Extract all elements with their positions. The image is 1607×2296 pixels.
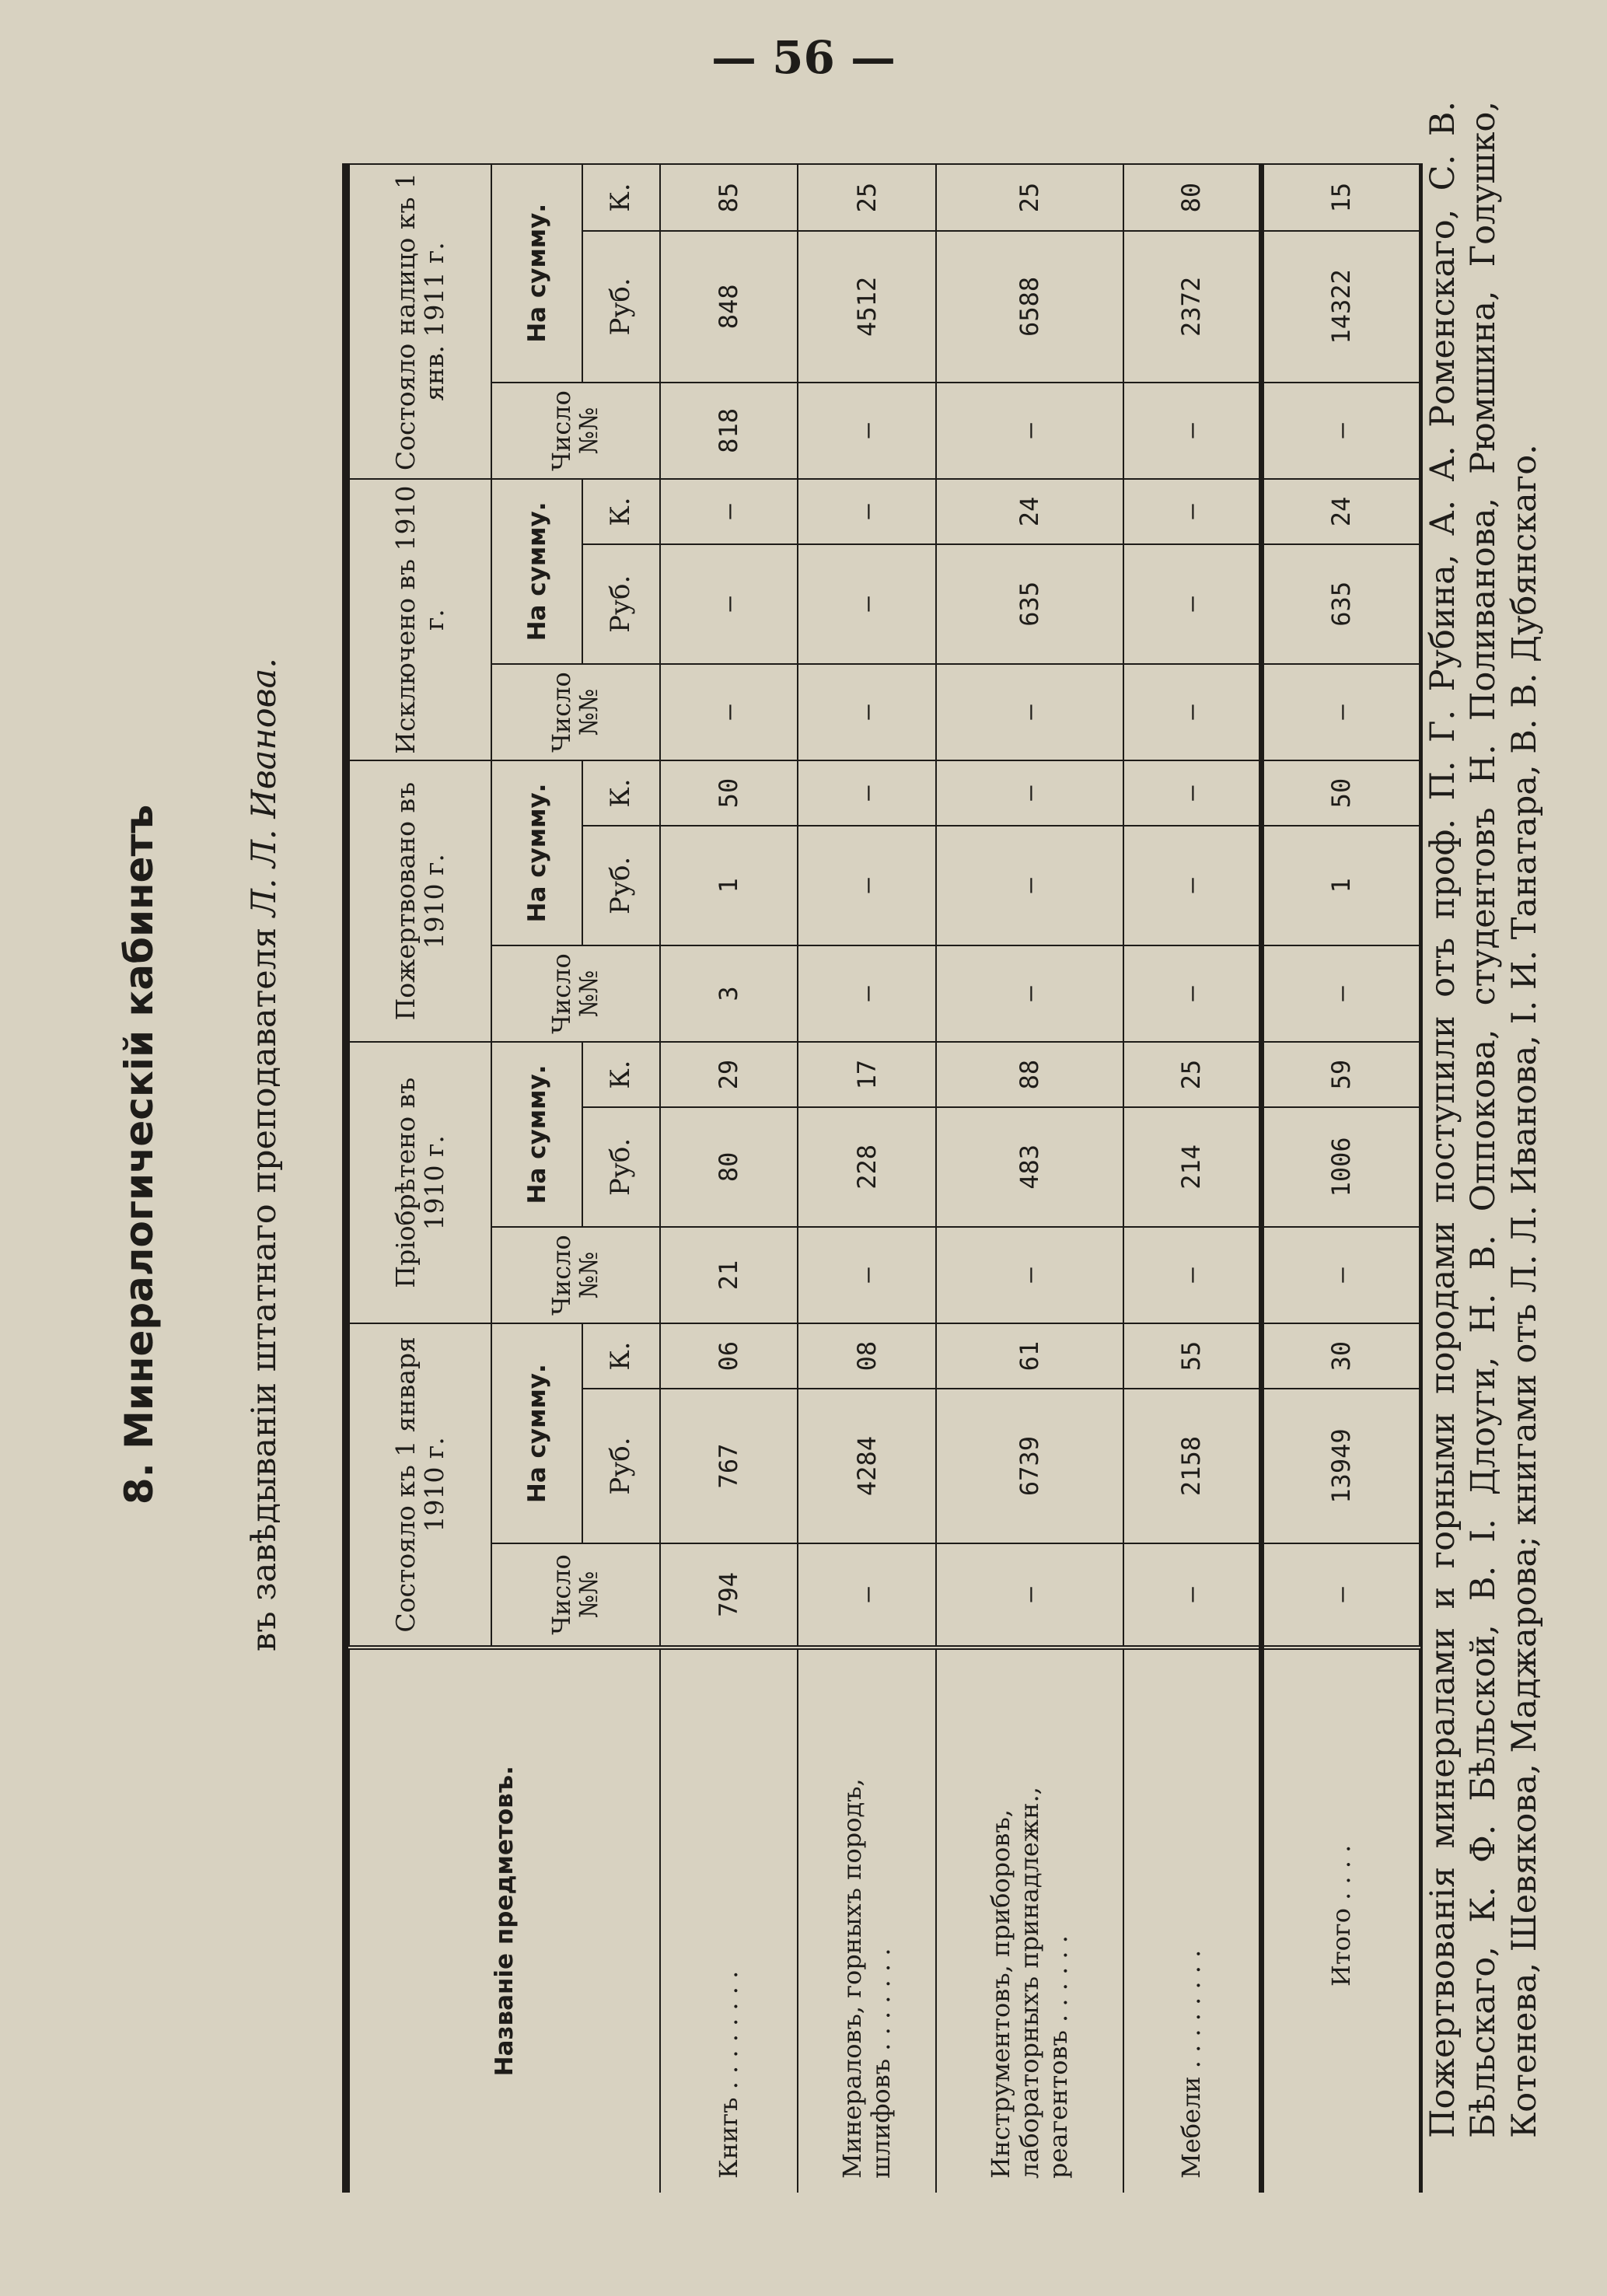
column-header-count: Число №№ xyxy=(491,664,660,760)
table-cell: 59 xyxy=(1261,1042,1420,1107)
table-cell: 1 xyxy=(660,826,798,945)
column-header-rub: Руб. xyxy=(582,826,659,945)
table-cell: 3 xyxy=(660,945,798,1042)
table-cell: — xyxy=(1261,383,1420,479)
table-cell: 1 xyxy=(1261,826,1420,945)
column-header-count: Число №№ xyxy=(491,1543,660,1647)
table-cell: — xyxy=(936,760,1123,826)
table-cell: — xyxy=(936,1227,1123,1323)
table-cell: 21 xyxy=(660,1227,798,1323)
table-cell: 80 xyxy=(660,1107,798,1227)
page-number: — 56 — xyxy=(711,31,896,84)
table-cell: — xyxy=(1123,383,1262,479)
table-cell: — xyxy=(1261,1543,1420,1647)
table-cell: — xyxy=(798,1227,936,1323)
group-header-end-1911: Состояло налицо къ 1 янв. 1911 г. xyxy=(349,164,491,479)
table-cell: 24 xyxy=(1261,479,1420,544)
table-cell: 1006 xyxy=(1261,1107,1420,1227)
table-cell: — xyxy=(798,826,936,945)
subtitle-name: Л. Л. Иванова. xyxy=(245,658,284,917)
table-cell: 88 xyxy=(936,1042,1123,1107)
table-cell: — xyxy=(936,1543,1123,1647)
table-cell: 767 xyxy=(660,1389,798,1543)
table-cell: 848 xyxy=(660,231,798,383)
column-header-count: Число №№ xyxy=(491,1227,660,1323)
table-total-row xyxy=(1261,164,1420,2193)
table-cell: — xyxy=(798,479,936,544)
table-cell: 24 xyxy=(936,479,1123,544)
column-header-sum: На сумму. xyxy=(491,164,582,383)
column-header-sum: На сумму. xyxy=(491,760,582,945)
table-row xyxy=(936,164,1123,2193)
column-header-kop: К. xyxy=(582,164,659,231)
table-cell: 08 xyxy=(798,1323,936,1389)
table-cell: 2158 xyxy=(1123,1389,1262,1543)
table-cell: 635 xyxy=(1261,544,1420,664)
table-cell: — xyxy=(798,544,936,664)
column-header-kop: К. xyxy=(582,479,659,544)
column-header-rub: Руб. xyxy=(582,1107,659,1227)
page-title: 8. Минералогическій кабинетъ xyxy=(117,804,162,1505)
table-cell: 4284 xyxy=(798,1389,936,1543)
table-cell: — xyxy=(1123,664,1262,760)
column-header-kop: К. xyxy=(582,760,659,826)
table-cell: 214 xyxy=(1123,1107,1262,1227)
table-cell: — xyxy=(936,945,1123,1042)
table-cell: 50 xyxy=(1261,760,1420,826)
table-cell: 25 xyxy=(1123,1042,1262,1107)
rotated-page-content xyxy=(47,47,1544,2263)
table-cell: 228 xyxy=(798,1107,936,1227)
table-cell: 80 xyxy=(1123,164,1262,231)
table-cell: — xyxy=(1261,945,1420,1042)
table-cell: 06 xyxy=(660,1323,798,1389)
column-header-name: Названіе предметовъ. xyxy=(349,1648,660,2193)
column-header-rub: Руб. xyxy=(582,1389,659,1543)
row-name: Минераловъ, горныхъ породъ, шлифовъ . . . . . . . xyxy=(798,1648,936,2193)
column-header-sum: На сумму. xyxy=(491,479,582,664)
table-cell: 85 xyxy=(660,164,798,231)
table-cell: — xyxy=(1123,544,1262,664)
table-cell: 4512 xyxy=(798,231,936,383)
footnote: Пожертвованія минералами и горными породами поступили отъ проф. П. Г. Рубина, А. А. Роменскаго, С. В. Бѣльскаго, К. Ф. Бѣльской, В. I. Длоуги, Н. В. Оппокова, студентовъ Н. Поливанова, Рюмшина, Голушко, Котенева, Шевякова, Маджарова; книгами отъ Л. Л. Иванова, I. И. Танатара, В. В. Дубянскаго. xyxy=(1424,101,1544,2138)
table-cell: 55 xyxy=(1123,1323,1262,1389)
table-cell: — xyxy=(936,826,1123,945)
table-cell: — xyxy=(1123,1543,1262,1647)
table-cell: 483 xyxy=(936,1107,1123,1227)
table-cell: — xyxy=(1261,1227,1420,1323)
table-cell: — xyxy=(1123,479,1262,544)
table-row xyxy=(660,164,798,2193)
table-cell: 61 xyxy=(936,1323,1123,1389)
table-cell: — xyxy=(798,1543,936,1647)
group-header-start-1910: Состояло къ 1 января 1910 г. xyxy=(349,1323,491,1647)
row-name: Книгъ . . . . . . . . xyxy=(660,1648,798,2193)
table-cell: — xyxy=(1123,945,1262,1042)
column-header-sum: На сумму. xyxy=(491,1042,582,1227)
table-cell: 794 xyxy=(660,1543,798,1647)
table-cell: 13949 xyxy=(1261,1389,1420,1543)
table-cell: — xyxy=(798,383,936,479)
table-cell: 6739 xyxy=(936,1389,1123,1543)
column-header-kop: К. xyxy=(582,1042,659,1107)
subtitle xyxy=(245,47,284,2263)
column-header-count: Число №№ xyxy=(491,383,660,479)
inventory-table xyxy=(342,163,1423,2193)
table-cell: — xyxy=(798,664,936,760)
column-header-count: Число №№ xyxy=(491,945,660,1042)
column-header-rub: Руб. xyxy=(582,231,659,383)
table-cell: — xyxy=(660,664,798,760)
row-name: Инструментовъ, приборовъ, лабораторныхъ принадлежн., реагентовъ . . . . . . xyxy=(936,1648,1123,2193)
table-cell: 25 xyxy=(936,164,1123,231)
table-cell: — xyxy=(936,664,1123,760)
table-cell: 15 xyxy=(1261,164,1420,231)
table-row xyxy=(1123,164,1262,2193)
table-cell: — xyxy=(660,544,798,664)
column-header-kop: К. xyxy=(582,1323,659,1389)
table-cell: — xyxy=(1123,760,1262,826)
table-cell: — xyxy=(1261,664,1420,760)
table-cell: — xyxy=(936,383,1123,479)
table-cell: 17 xyxy=(798,1042,936,1107)
table-cell: 14322 xyxy=(1261,231,1420,383)
table-cell: — xyxy=(1123,1227,1262,1323)
group-header-donated: Пожертвовано въ 1910 г. xyxy=(349,760,491,1042)
table-cell: — xyxy=(660,479,798,544)
table-cell: — xyxy=(798,945,936,1042)
table-cell: 635 xyxy=(936,544,1123,664)
table-cell: 6588 xyxy=(936,231,1123,383)
table-cell: 30 xyxy=(1261,1323,1420,1389)
group-header-acquired: Пріобрѣтено въ 1910 г. xyxy=(349,1042,491,1323)
table-cell: 50 xyxy=(660,760,798,826)
table-cell: 818 xyxy=(660,383,798,479)
table-cell: — xyxy=(1123,826,1262,945)
row-name: Мебели . . . . . . . . xyxy=(1123,1648,1262,2193)
column-header-rub: Руб. xyxy=(582,544,659,664)
total-label: Итого . . . . xyxy=(1261,1648,1420,2193)
table-cell: — xyxy=(798,760,936,826)
table-row xyxy=(798,164,936,2193)
subtitle-prefix: въ завѣдываніи штатнаго преподавателя xyxy=(245,927,284,1651)
table-cell: 25 xyxy=(798,164,936,231)
table-cell: 2372 xyxy=(1123,231,1262,383)
group-header-excluded: Исключено въ 1910 г. xyxy=(349,479,491,760)
table-cell: 29 xyxy=(660,1042,798,1107)
column-header-sum: На сумму. xyxy=(491,1323,582,1543)
